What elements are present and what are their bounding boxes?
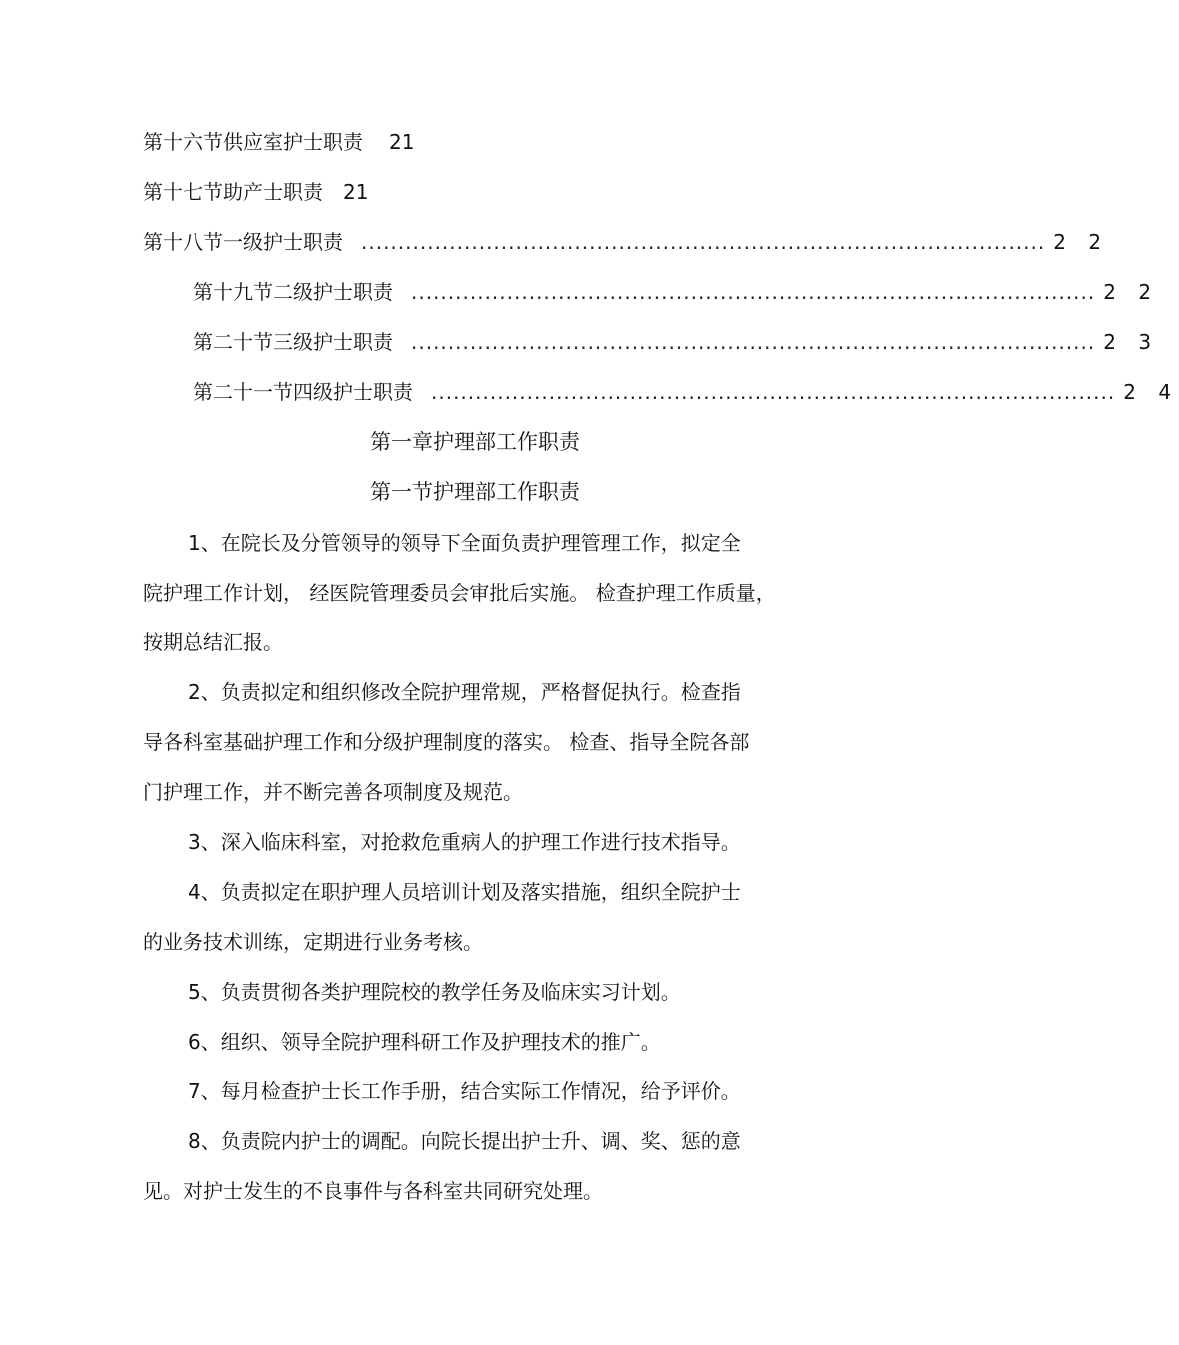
toc-leader: ............................................................................................. [411, 330, 1096, 354]
section-title: 第一节护理部工作职责 [370, 480, 580, 504]
paragraph-8-line-2: 见。对护士发生的不良事件与各科室共同研究处理。 [143, 1179, 603, 1203]
toc-entry-18 [143, 228, 1110, 256]
paragraph-4-line-1: 4、负责拟定在职护理人员培训计划及落实措施，组织全院护士 [188, 880, 741, 904]
paragraph-4-line-2: 的业务技术训练，定期进行业务考核。 [143, 930, 483, 954]
paragraph-1-line-1: 1、在院长及分管领导的领导下全面负责护理管理工作，拟定全 [188, 531, 741, 555]
toc-page: 21 [389, 130, 415, 154]
paragraph-3: 3、深入临床科室，对抢救危重病人的护理工作进行技术指导。 [188, 830, 741, 854]
toc-entry-17 [143, 178, 368, 206]
chapter-title: 第一章护理部工作职责 [370, 430, 580, 454]
toc-page: 21 [343, 180, 369, 204]
paragraph-5: 5、负责贯彻各类护理院校的教学任务及临床实习计划。 [188, 980, 681, 1004]
paragraph-2-line-3: 门护理工作，并不断完善各项制度及规范。 [143, 780, 523, 804]
toc-entry-21 [193, 378, 1179, 406]
toc-title: 第二十节三级护士职责 [193, 330, 393, 354]
paragraph-1-line-2: 院护理工作计划， 经医院管理委员会审批后实施。 检查护理工作质量， [143, 581, 776, 605]
toc-title: 第十六节供应室护士职责 [143, 130, 363, 154]
toc-title: 第十九节二级护士职责 [193, 280, 393, 304]
paragraph-2-line-2: 导各科室基础护理工作和分级护理制度的落实。 检查、指导全院各部 [143, 730, 750, 754]
paragraph-1-line-3: 按期总结汇报。 [143, 630, 283, 654]
toc-page: 2 2 [1053, 230, 1110, 254]
toc-page: 2 3 [1103, 330, 1160, 354]
toc-leader: ............................................................................................. [431, 380, 1116, 404]
toc-leader: ............................................................................................. [361, 230, 1046, 254]
toc-leader: ............................................................................................. [411, 280, 1096, 304]
paragraph-2-line-1: 2、负责拟定和组织修改全院护理常规，严格督促执行。检查指 [188, 680, 741, 704]
toc-entry-19 [193, 278, 1160, 306]
toc-title: 第十七节助产士职责 [143, 180, 323, 204]
toc-title: 第二十一节四级护士职责 [193, 380, 413, 404]
toc-title: 第十八节一级护士职责 [143, 230, 343, 254]
toc-page: 2 4 [1123, 380, 1179, 404]
toc-entry-20 [193, 328, 1160, 356]
paragraph-7: 7、每月检查护士长工作手册，结合实际工作情况，给予评价。 [188, 1079, 741, 1103]
toc-entry-16 [143, 128, 414, 156]
paragraph-8-line-1: 8、负责院内护士的调配。向院长提出护士升、调、奖、惩的意 [188, 1129, 741, 1153]
paragraph-6: 6、组织、领导全院护理科研工作及护理技术的推广。 [188, 1030, 661, 1054]
toc-page: 2 2 [1103, 280, 1160, 304]
